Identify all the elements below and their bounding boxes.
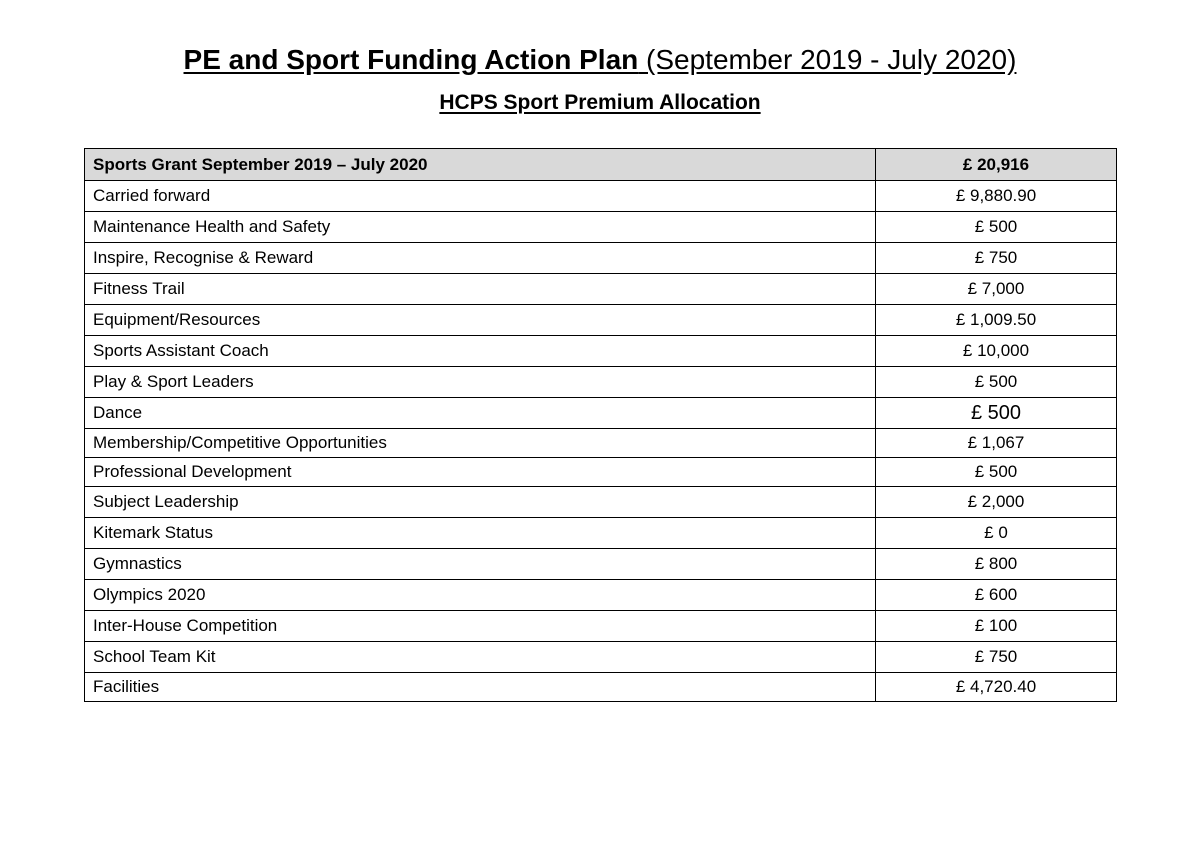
row-item: Equipment/Resources xyxy=(85,305,876,336)
row-amount: £ 9,880.90 xyxy=(876,181,1117,212)
row-amount: £ 7,000 xyxy=(876,274,1117,305)
table-row xyxy=(85,243,1117,274)
page-title-period: (September 2019 - July 2020) xyxy=(638,44,1017,75)
table-row xyxy=(85,487,1117,518)
table-row xyxy=(85,305,1117,336)
row-item: School Team Kit xyxy=(85,642,876,673)
row-item: Kitemark Status xyxy=(85,518,876,549)
row-item: Gymnastics xyxy=(85,549,876,580)
row-amount: £ 500 xyxy=(876,367,1117,398)
table-row xyxy=(85,549,1117,580)
row-amount: £ 1,009.50 xyxy=(876,305,1117,336)
table-row xyxy=(85,642,1117,673)
page-subtitle: HCPS Sport Premium Allocation xyxy=(439,91,761,114)
row-item: Dance xyxy=(85,398,876,429)
table-row xyxy=(85,336,1117,367)
row-amount: £ 0 xyxy=(876,518,1117,549)
table-row xyxy=(85,673,1117,702)
row-amount: £ 500 xyxy=(876,212,1117,243)
table-row xyxy=(85,398,1117,429)
table-row xyxy=(85,212,1117,243)
row-amount: £ 800 xyxy=(876,549,1117,580)
row-amount: £ 750 xyxy=(876,642,1117,673)
table-row xyxy=(85,181,1117,212)
table-row xyxy=(85,580,1117,611)
table-row xyxy=(85,429,1117,458)
row-item: Facilities xyxy=(85,673,876,702)
row-item: Fitness Trail xyxy=(85,274,876,305)
row-amount: £ 4,720.40 xyxy=(876,673,1117,702)
row-amount: £ 750 xyxy=(876,243,1117,274)
row-item: Inspire, Recognise & Reward xyxy=(85,243,876,274)
row-item: Subject Leadership xyxy=(85,487,876,518)
row-amount: £ 2,000 xyxy=(876,487,1117,518)
row-item: Professional Development xyxy=(85,458,876,487)
grant-label: Sports Grant September 2019 – July 2020 xyxy=(85,149,876,181)
table-row xyxy=(85,518,1117,549)
page-title xyxy=(0,40,1200,80)
row-amount: £ 500 xyxy=(876,398,1117,429)
table-row xyxy=(85,611,1117,642)
row-item: Membership/Competitive Opportunities xyxy=(85,429,876,458)
row-amount: £ 10,000 xyxy=(876,336,1117,367)
row-item: Inter-House Competition xyxy=(85,611,876,642)
table-row xyxy=(85,367,1117,398)
row-item: Play & Sport Leaders xyxy=(85,367,876,398)
row-amount: £ 600 xyxy=(876,580,1117,611)
row-item: Olympics 2020 xyxy=(85,580,876,611)
table-row xyxy=(85,274,1117,305)
row-item: Sports Assistant Coach xyxy=(85,336,876,367)
table-row xyxy=(85,458,1117,487)
page-title-main: PE and Sport Funding Action Plan xyxy=(183,44,639,75)
grant-total: £ 20,916 xyxy=(876,149,1117,181)
row-amount: £ 1,067 xyxy=(876,429,1117,458)
row-item: Carried forward xyxy=(85,181,876,212)
row-amount: £ 100 xyxy=(876,611,1117,642)
allocation-table xyxy=(84,148,1117,702)
table-header-row xyxy=(85,149,1117,181)
row-item: Maintenance Health and Safety xyxy=(85,212,876,243)
row-amount: £ 500 xyxy=(876,458,1117,487)
